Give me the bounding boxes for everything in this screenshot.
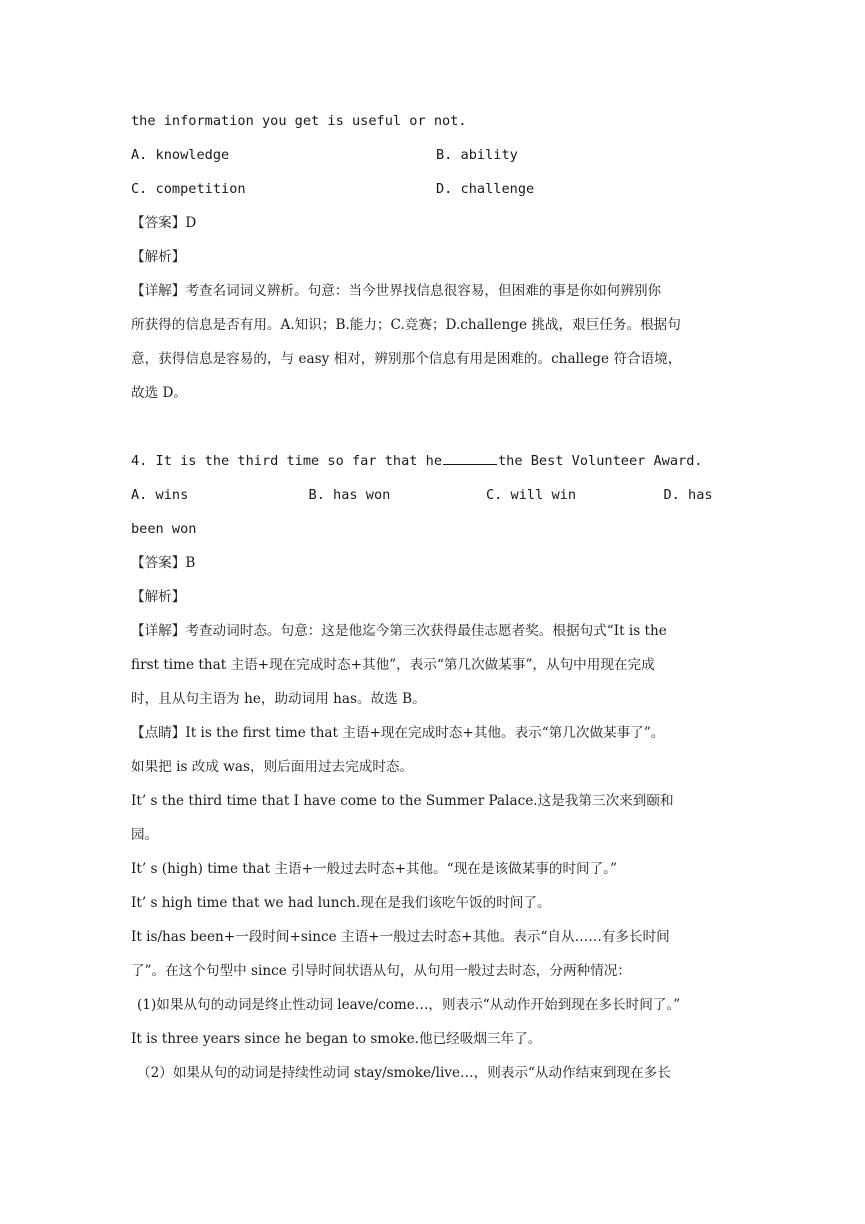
q4-case-2: （2）如果从句的动词是持续性动词 stay/smoke/live…，则表示“从动作结束到现在多长	[137, 1065, 671, 1081]
q4-answer-blank	[443, 452, 497, 465]
q3-detail-line-1	[131, 274, 741, 308]
q4-example-1-line-2: 园。	[131, 827, 159, 843]
q4-option-b: B. has won	[308, 487, 391, 503]
q4-option-d: D. has	[663, 487, 713, 503]
q4-example-4-line-1: It is/has been+一段时间+since 主语+一般过去时态+其他。表示“自从……有多长时间	[131, 929, 670, 945]
q4-detail-line-2: first time that 主语+现在完成时态+其他”，表示“第几次做某事”，从句中用现在完成	[131, 657, 655, 673]
q3-detail-label: 【详解】	[131, 283, 186, 299]
q4-tip-text-1: It is the first time that 主语+现在完成时态+其他。表示“第几次做某事了”。	[185, 725, 665, 741]
q4-detail-line-1	[131, 614, 741, 648]
q4-tip-line-2: 如果把 is 改成 was，则后面用过去完成时态。	[131, 759, 414, 775]
q3-option-a: A. knowledge	[131, 147, 230, 163]
q3-stem-tail: the information you get is useful or not.	[131, 113, 467, 129]
q4-tip-label: 【点睛】	[131, 725, 186, 741]
q4-tip-line-1	[131, 716, 741, 750]
q4-example-1-line-1: It’ s the third time that I have come to the Summer Palace.这是我第三次来到颐和	[131, 793, 674, 809]
q4-option-d-continued: been won	[131, 521, 197, 537]
q4-stem-post: the Best Volunteer Award.	[498, 453, 703, 469]
q3-answer-label: 【答案】	[131, 215, 186, 231]
q4-example-3: It’ s high time that we had lunch.现在是我们该吃午饭的时间了。	[131, 895, 551, 911]
q4-detail-text-1: 考查动词时态。句意：这是他迄今第三次获得最佳志愿者奖。根据句式“It is the	[185, 623, 667, 639]
q3-answer-value: D	[185, 215, 197, 231]
q4-case-1: (1)如果从句的动词是终止性动词 leave/come…，则表示“从动作开始到现在多长时间了。”	[137, 997, 681, 1013]
q4-detail-line-3: 时，且从句主语为 he，助动词用 has。故选 B。	[131, 691, 426, 707]
q4-example-2: It’ s (high) time that 主语+一般过去时态+其他。“现在是该做某事的时间了。”	[131, 861, 617, 877]
q4-answer-value: B	[185, 555, 196, 571]
q3-options-row-1	[131, 138, 741, 172]
q4-analysis-label: 【解析】	[131, 589, 186, 605]
q4-example-5: It is three years since he began to smoke.他已经吸烟三年了。	[131, 1031, 542, 1047]
q3-analysis-label: 【解析】	[131, 249, 186, 265]
q3-detail-line-4: 故选 D。	[131, 385, 188, 401]
q3-detail-line-3: 意，获得信息是容易的，与 easy 相对，辨别那个信息有用是困难的。challege 符合语境，	[131, 351, 682, 367]
q4-options-row	[131, 478, 741, 512]
q4-stem	[131, 444, 741, 478]
q3-option-b: B. ability	[436, 147, 518, 163]
spacer	[131, 410, 741, 444]
q4-answer-label: 【答案】	[131, 555, 186, 571]
q3-detail-line-2: 所获得的信息是否有用。A.知识；B.能力；C.竞赛；D.challenge 挑战，艰巨任务。根据句	[131, 317, 681, 333]
q4-example-4-line-2: 了”。在这个句型中 since 引导时间状语从句，从句用一般过去时态，分两种情况：	[131, 963, 631, 979]
q4-option-a: A. wins	[131, 487, 189, 503]
q4-answer	[131, 546, 741, 580]
q4-option-c: C. will win	[486, 487, 577, 503]
q3-answer	[131, 206, 741, 240]
q3-option-c: C. competition	[131, 181, 246, 197]
q3-options-row-2	[131, 172, 741, 206]
q3-option-d: D. challenge	[436, 181, 535, 197]
document-page	[131, 104, 741, 1090]
q3-detail-text-1: 考查名词词义辨析。句意：当今世界找信息很容易，但困难的事是你如何辨别你	[185, 283, 662, 299]
q4-detail-label: 【详解】	[131, 623, 186, 639]
q4-stem-pre: 4. It is the third time so far that he	[131, 453, 442, 469]
